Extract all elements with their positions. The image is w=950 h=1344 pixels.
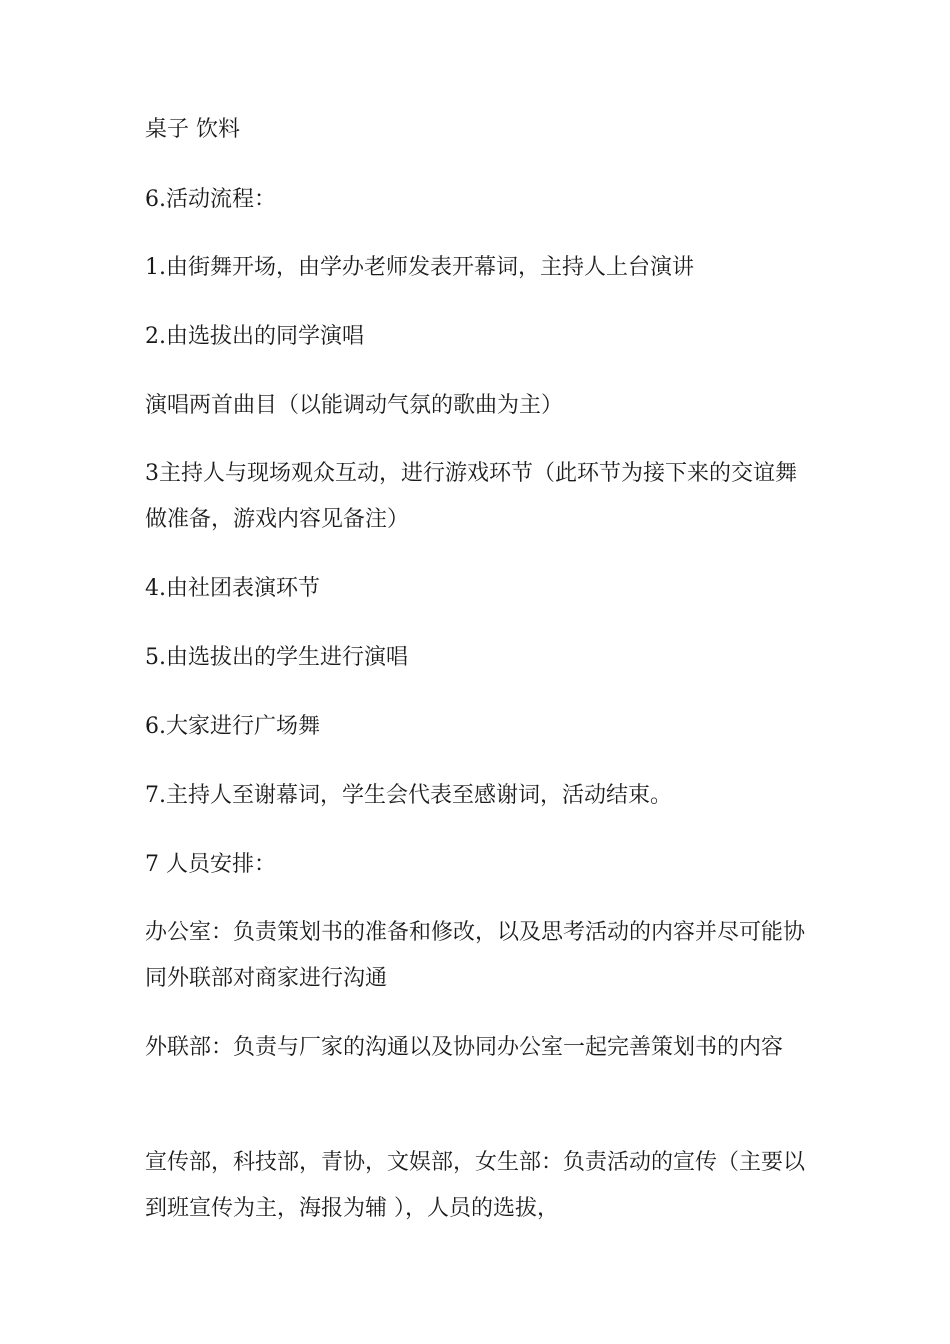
section-heading-process: 6.活动流程： xyxy=(145,187,276,212)
staffing-external-relations: 外联部：负责与厂家的沟通以及协同办公室一起完善策划书的内容 xyxy=(145,1035,784,1060)
paragraph-items: 桌子 饮料 xyxy=(145,117,240,142)
process-step-7: 7.主持人至谢幕词，学生会代表至感谢词，活动结束。 xyxy=(145,783,672,808)
process-step-2: 2.由选拔出的同学演唱 xyxy=(145,324,364,349)
staffing-publicity: 宣传部，科技部，青协，文娱部，女生部：负责活动的宣传（主要以到班宣传为主，海报为辅 ），人员的选拔， xyxy=(145,1150,806,1221)
process-step-6: 6.大家进行广场舞 xyxy=(145,714,320,739)
process-step-1: 1.由街舞开场，由学办老师发表开幕词，主持人上台演讲 xyxy=(145,255,694,280)
process-step-4: 4.由社团表演环节 xyxy=(145,576,320,601)
staffing-office: 办公室：负责策划书的准备和修改，以及思考活动的内容并尽可能协同外联部对商家进行沟通 xyxy=(145,920,806,991)
process-step-5: 5.由选拔出的学生进行演唱 xyxy=(145,645,408,670)
section-heading-staffing: 7 人员安排： xyxy=(145,852,276,877)
process-step-3: 3主持人与现场观众互动，进行游戏环节（此环节为接下来的交谊舞做准备，游戏内容见备注） xyxy=(145,461,797,532)
process-step-2-note: 演唱两首曲目（以能调动气氛的歌曲为主） xyxy=(145,393,564,418)
